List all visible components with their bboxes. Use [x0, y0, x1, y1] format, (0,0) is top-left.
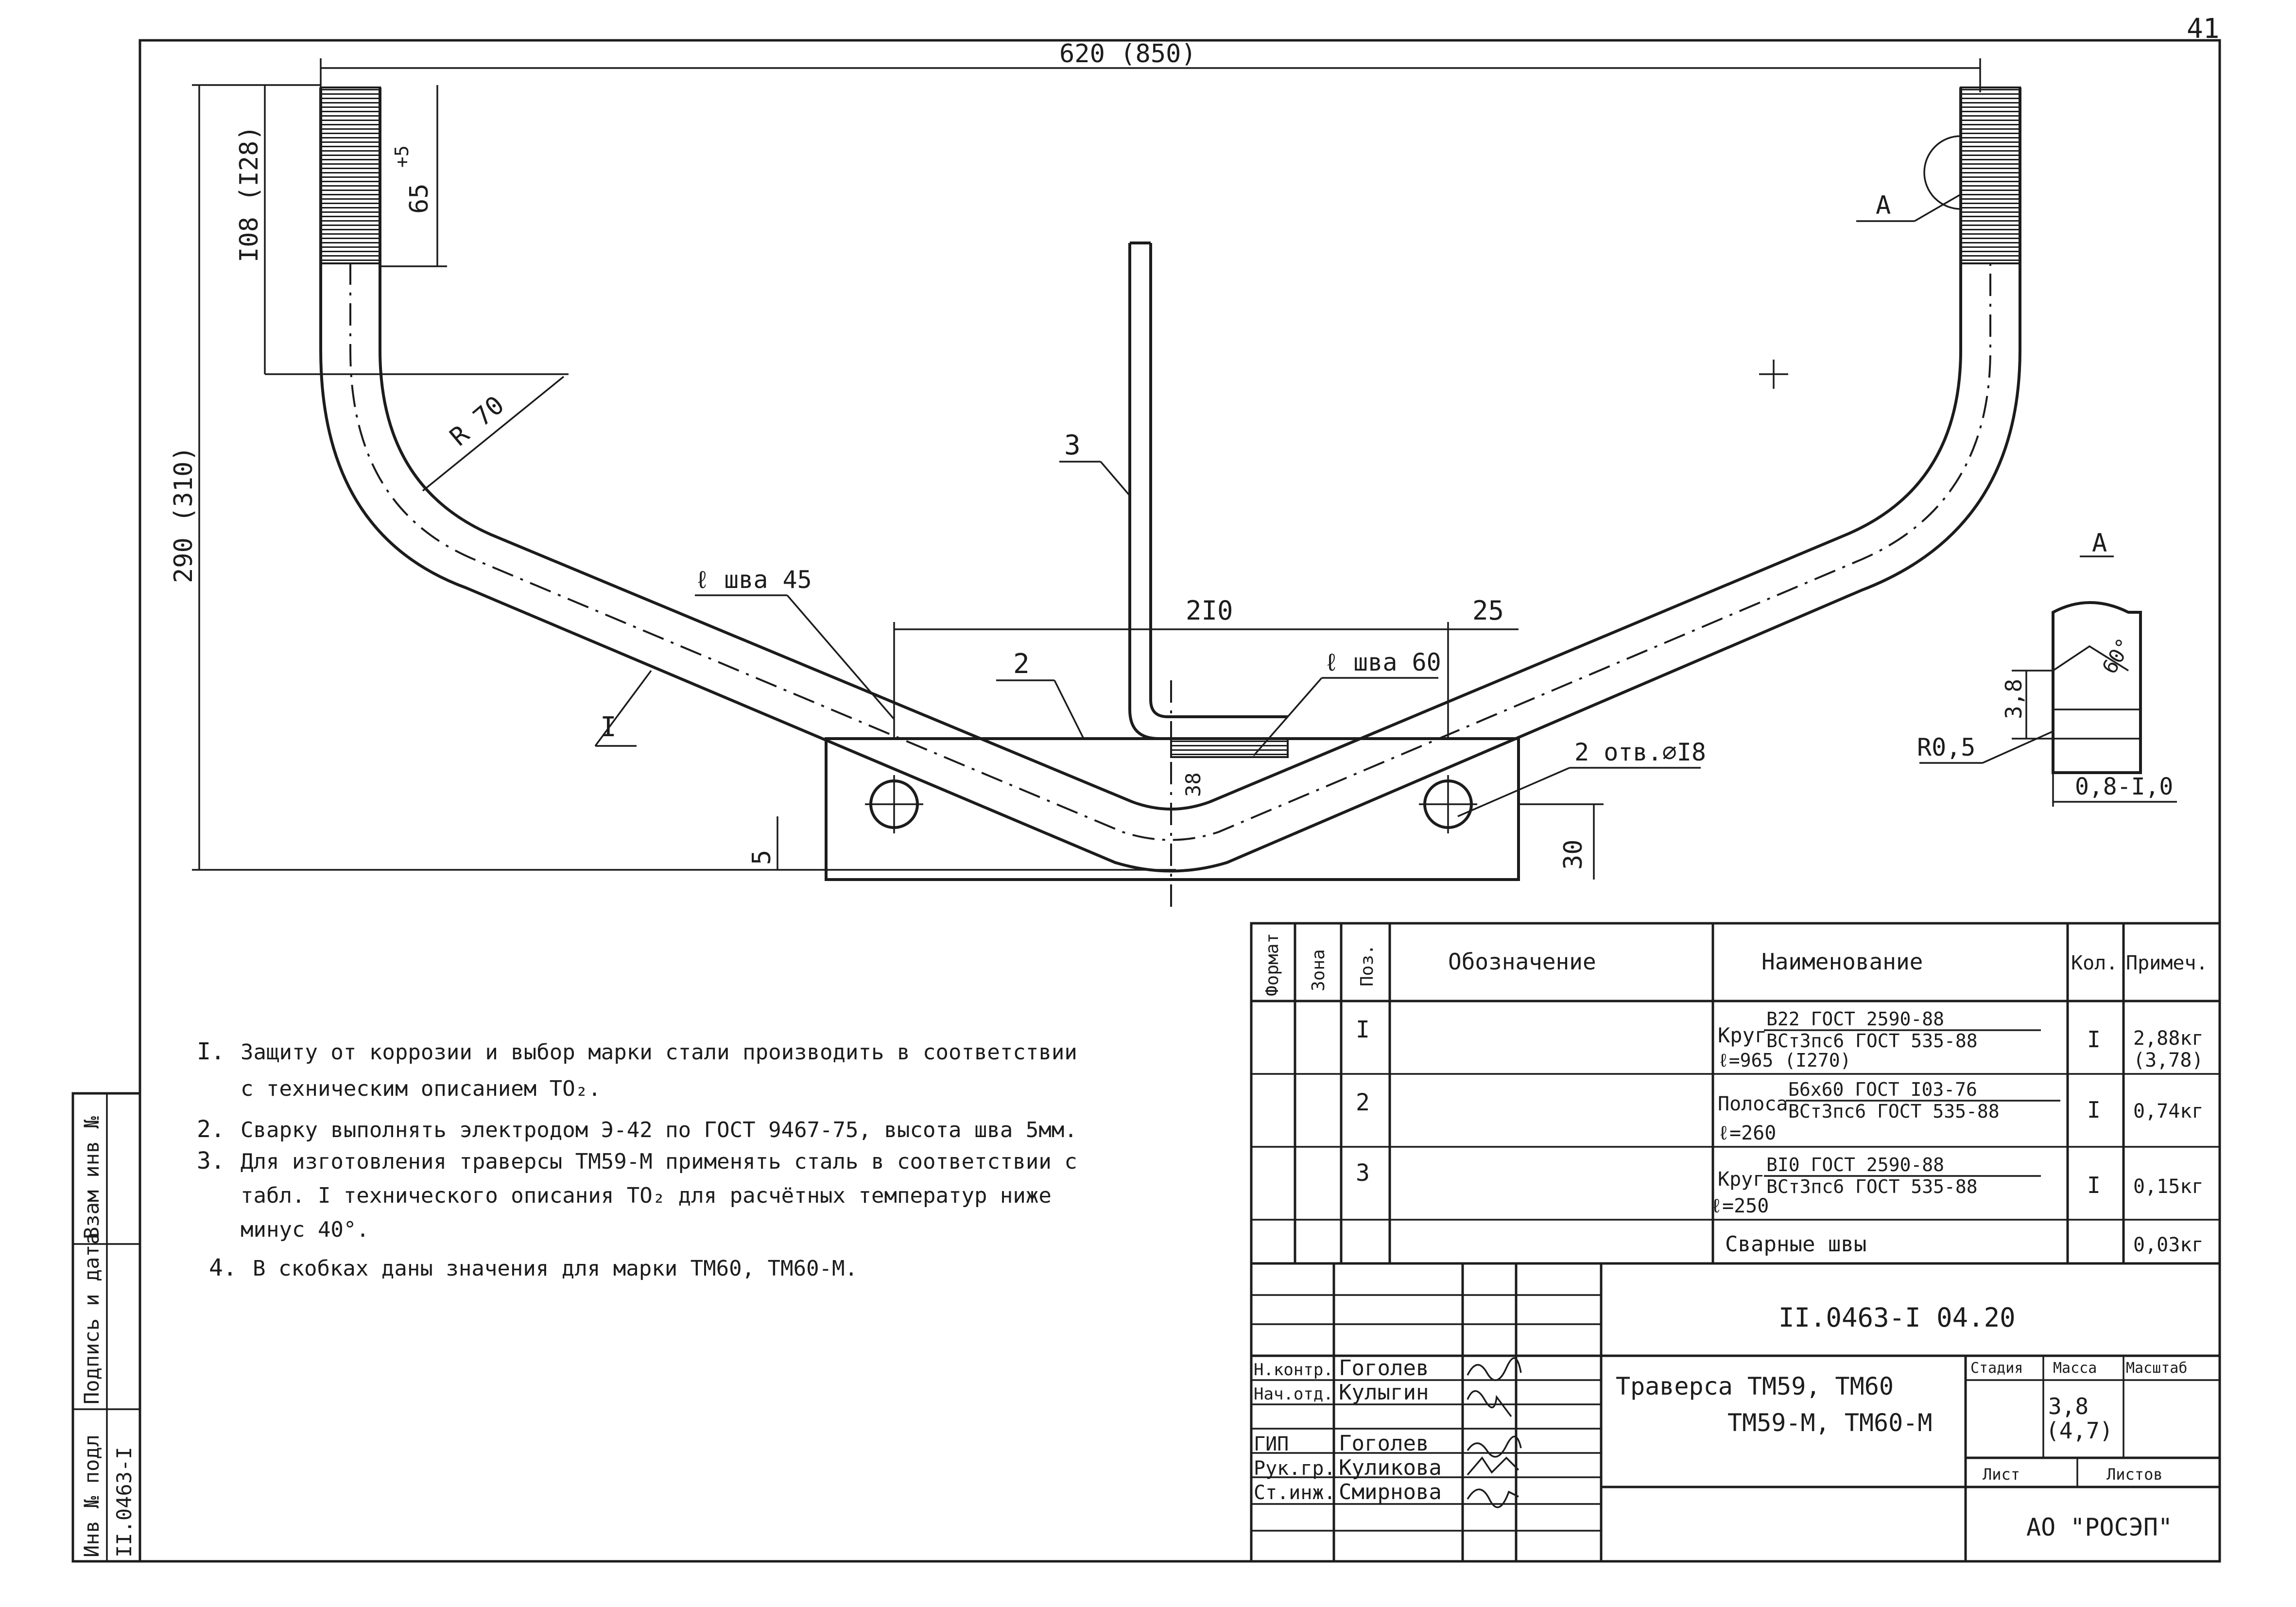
- title-line-2: ТМ59-М, ТМ60-М: [1727, 1409, 1933, 1437]
- note-2-text: Сварку выполнять электродом Э-42 по ГОСТ 9467-75, высота шва 5мм.: [241, 1118, 1077, 1142]
- detail-a-title: A: [2092, 529, 2107, 558]
- row-2-extra: ℓ=260: [1718, 1122, 1777, 1144]
- th-note: Примеч.: [2126, 952, 2208, 974]
- row-3-top: BI0 ГОСТ 2590-88: [1766, 1154, 1945, 1175]
- row-1-note: 2,88кг: [2133, 1027, 2204, 1050]
- th-zone: Зона: [1309, 949, 1329, 991]
- stamp-inv-label: Инв № подл: [80, 1434, 104, 1557]
- row-1-top: B22 ГОСТ 2590-88: [1766, 1008, 1945, 1030]
- callout-part-3: 3: [1064, 430, 1081, 461]
- callout-holes: 2 отв.⌀I8: [1574, 738, 1706, 766]
- row-2-top: Б6х60 ГОСТ I03-76: [1788, 1079, 1977, 1100]
- sheets-label: Листов: [2106, 1465, 2163, 1484]
- doc-number: II.0463-I 04.20: [1778, 1302, 2016, 1333]
- note-2-num: 2.: [197, 1116, 225, 1143]
- signer-4-name: Гоголев: [1339, 1431, 1429, 1456]
- detail-a-angle: 60°: [2097, 634, 2137, 678]
- signer-2-name: Кулыгин: [1339, 1380, 1429, 1405]
- title-line-1: Траверса ТМ59, ТМ60: [1616, 1372, 1894, 1400]
- page-number: 41: [2187, 13, 2220, 45]
- th-qty: Кол.: [2071, 952, 2118, 974]
- row-welds-name: Сварные швы: [1725, 1232, 1867, 1257]
- thread-left: [321, 87, 380, 263]
- dim-overall-height: 290 (310): [169, 446, 198, 583]
- note-4-text: В скобках даны значения для марки ТМ60, ТМ60-М.: [253, 1256, 858, 1281]
- dim-thread-length: 65: [405, 183, 434, 214]
- th-pos: Поз.: [1357, 944, 1377, 986]
- row-1-bottom: ВСт3пс6 ГОСТ 535-88: [1766, 1030, 1978, 1052]
- spec-table: [1251, 923, 2220, 1263]
- technical-notes: [197, 1038, 1077, 1281]
- note-1-text: Защиту от коррозии и выбор марки стали производить в соответствии: [241, 1040, 1077, 1065]
- signer-1-role: Н.контр.: [1254, 1360, 1333, 1380]
- note-1-num: I.: [197, 1038, 225, 1065]
- row-3-note: 0,15кг: [2133, 1175, 2204, 1198]
- stamp-doc-code: II.0463-I: [112, 1447, 136, 1557]
- callout-weld-60: ℓ шва 60: [1324, 648, 1441, 676]
- dim-overall-width: 620 (850): [1059, 39, 1196, 69]
- note-3-cont2: минус 40°.: [241, 1217, 369, 1242]
- company-name: АО "РОСЭП": [2026, 1513, 2173, 1541]
- row-1-prefix: Круг: [1718, 1023, 1767, 1047]
- note-1-cont: с техническим описанием ТО₂.: [241, 1076, 601, 1101]
- row-welds-note: 0,03кг: [2133, 1234, 2204, 1256]
- th-name: Наименование: [1761, 949, 1923, 975]
- detail-a-radius: R0,5: [1917, 733, 1976, 761]
- mass-value: 3,8: [2048, 1393, 2089, 1419]
- callout-weld-45: ℓ шва 45: [695, 566, 812, 594]
- side-stamp: [73, 1093, 140, 1561]
- dim-offset-30: 30: [1559, 839, 1588, 870]
- detail-a-dim-38: 3,8: [2001, 678, 2027, 719]
- signer-2-role: Нач.отд.: [1254, 1384, 1333, 1404]
- th-designation: Обозначение: [1448, 949, 1596, 975]
- dim-plate-length: 2I0: [1186, 595, 1233, 626]
- sheet-frame: [140, 40, 2220, 1561]
- row-3-pos: 3: [1356, 1159, 1370, 1187]
- signer-6-role: Ст.инж.: [1254, 1482, 1336, 1504]
- dim-bend-radius: R 70: [444, 390, 510, 452]
- dim-plate-offset: 25: [1472, 595, 1504, 626]
- row-2-note: 0,74кг: [2133, 1100, 2204, 1123]
- mass-label: Масса: [2053, 1360, 2097, 1377]
- row-3-qty: I: [2087, 1172, 2101, 1198]
- note-4-num: 4.: [209, 1254, 237, 1281]
- row-1-qty: I: [2087, 1026, 2101, 1053]
- sheet-label: Лист: [1983, 1465, 2020, 1484]
- signer-1-name: Гоголев: [1339, 1356, 1429, 1381]
- row-3-bottom: ВСт3пс6 ГОСТ 535-88: [1766, 1176, 1978, 1197]
- title-block: [1251, 1263, 2220, 1561]
- row-2-pos: 2: [1356, 1089, 1370, 1116]
- scale-label: Масштаб: [2126, 1360, 2188, 1377]
- stage-label: Стадия: [1970, 1360, 2023, 1377]
- row-3-extra: ℓ=250: [1710, 1195, 1769, 1217]
- row-1-note2: (3,78): [2133, 1049, 2204, 1071]
- traverse-drawing: [169, 39, 2020, 914]
- note-3-cont: табл. I технического описания ТО₂ для расчётных температур ниже: [241, 1183, 1052, 1208]
- dim-offset-5: 5: [747, 849, 777, 865]
- callout-part-2: 2: [1013, 648, 1030, 680]
- signer-5-role: Рук.гр.: [1254, 1457, 1336, 1480]
- mass-value-2: (4,7): [2046, 1417, 2113, 1444]
- callout-part-1: I: [600, 711, 617, 743]
- row-2-qty: I: [2087, 1097, 2101, 1123]
- detail-a-depth: 0,8-I,0: [2075, 773, 2174, 800]
- note-3-text: Для изготовления траверсы ТМ59-М применять сталь в соответствии с: [241, 1149, 1077, 1174]
- dim-offset-38: 38: [1181, 772, 1205, 797]
- row-1-extra: ℓ=965 (I270): [1718, 1050, 1851, 1071]
- row-2-bottom: ВСт3пс6 ГОСТ 535-88: [1788, 1101, 2000, 1122]
- detail-a: [1917, 529, 2177, 807]
- row-2-prefix: Полоса: [1718, 1093, 1788, 1115]
- callout-view-a: A: [1876, 191, 1891, 220]
- row-3-prefix: Круг: [1718, 1168, 1765, 1191]
- thread-right: [1961, 87, 2020, 263]
- row-1-pos: I: [1356, 1016, 1370, 1043]
- part-3-rod: [1130, 243, 1288, 739]
- stamp-replace-label: Взам инв №: [80, 1116, 104, 1239]
- dim-leg-height: I08 (I28): [235, 125, 264, 262]
- note-3-num: 3.: [197, 1147, 225, 1175]
- signer-6-name: Смирнова: [1339, 1480, 1442, 1504]
- signer-4-role: ГИП: [1254, 1433, 1289, 1455]
- th-format: Формат: [1262, 933, 1282, 996]
- signer-5-name: Куликова: [1339, 1455, 1442, 1480]
- stamp-sign-label: Подпись и дата: [80, 1232, 104, 1404]
- dim-thread-tolerance: +5: [391, 145, 413, 168]
